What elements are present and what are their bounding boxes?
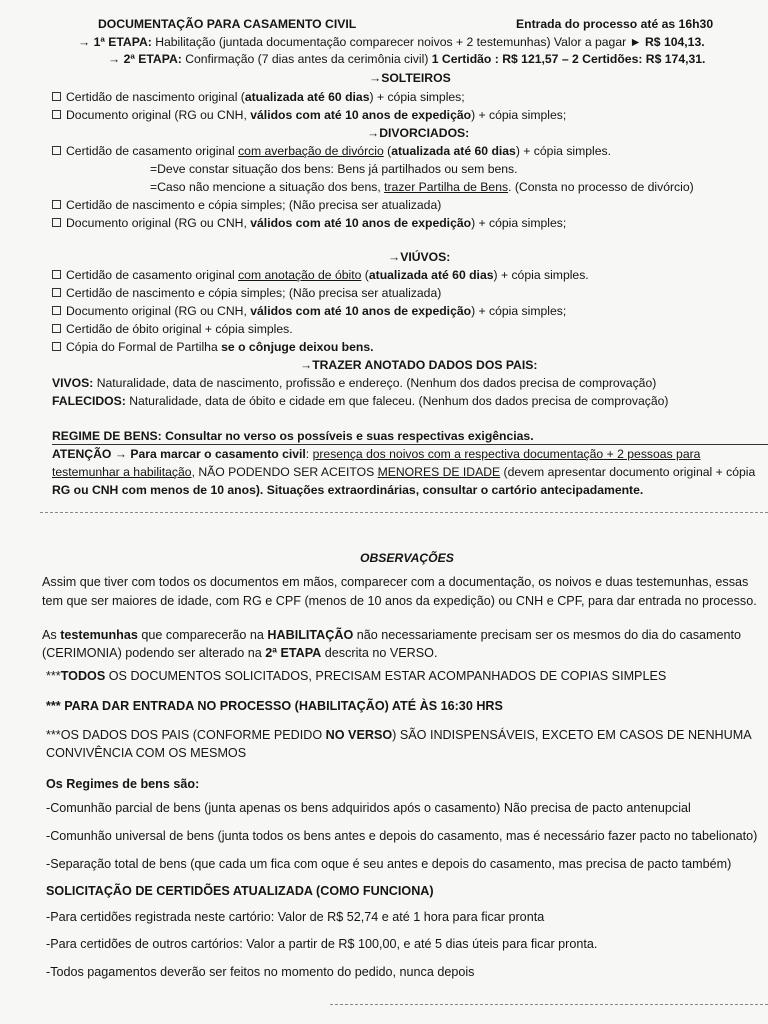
text-segment: atualizada até 60 dias <box>244 90 370 104</box>
checkbox-icon <box>52 92 61 101</box>
checkbox-icon <box>52 270 61 279</box>
etapa-2-value: 1 Certidão : R$ 121,57 – 2 Certidões: R$ 174,31. <box>431 52 706 66</box>
obs-paragraph-1-line-2: tem que ser maiores de idade, com RG e CPF (menos de 10 anos da expedição) ou CNH e CPF, para dar entrada no processo. <box>42 594 757 608</box>
divorciados-item-2 <box>52 197 441 215</box>
text-segment: testemunhas <box>60 628 138 642</box>
text-segment: Cópia do Formal de Partilha <box>66 340 222 354</box>
text-segment: Para marcar o casamento civil <box>130 447 306 461</box>
text-segment: Certidão de casamento original <box>66 268 239 282</box>
pais-vivos <box>52 375 656 393</box>
regime-item-2: -Comunhão universal de bens (junta todos os bens antes e depois do casamento, mas é necessário fazer pacto no tabelionato) <box>46 829 758 843</box>
text-segment: Certidão de casamento original <box>66 144 239 158</box>
text-segment: : <box>305 447 313 461</box>
viuvos-heading: →VIÚVOS: <box>388 250 451 264</box>
obs-dados-pais-line-2: CONVIVÊNCIA COM OS MESMOS <box>46 746 247 760</box>
text-segment: RG ou CNH com menos de 10 anos). <box>52 483 267 497</box>
viuvos-item-1 <box>52 267 589 285</box>
obs-dados-pais-line-1 <box>46 727 752 745</box>
document-title: DOCUMENTAÇÃO PARA CASAMENTO CIVIL <box>98 17 357 31</box>
checkbox-icon <box>52 306 61 315</box>
text-segment: Documento original (RG ou CNH, <box>66 108 251 122</box>
text-segment: com anotação de óbito <box>238 268 362 282</box>
text-segment: ) + cópia simples; <box>471 216 567 230</box>
etapa-2-text: Confirmação (7 dias antes da cerimônia civil) <box>181 52 432 66</box>
text-segment: Certidão de nascimento e cópia simples; (Não precisa ser atualizada) <box>66 198 442 212</box>
checkbox-icon <box>52 110 61 119</box>
divorciados-item-3 <box>52 215 566 233</box>
pais-falecidos <box>52 393 669 411</box>
atencao-line-3 <box>52 482 643 500</box>
certidoes-item-2: -Para certidões de outros cartórios: Valor a partir de R$ 100,00, e até 5 dias úteis para ficar pronta. <box>46 937 598 951</box>
etapa-1-label: → 1ª ETAPA: <box>78 35 152 49</box>
text-segment: ) + cópia simples. <box>515 144 612 158</box>
text-segment: , NÃO PODENDO SER ACEITOS <box>191 465 378 479</box>
text-segment: Situações extraordinárias, consultar o cartório antecipadamente. <box>266 483 644 497</box>
solteiros-item-1 <box>52 89 465 107</box>
text-segment: Certidão de nascimento e cópia simples; (Não precisa ser atualizada) <box>66 286 442 300</box>
text-segment: ( <box>383 144 392 158</box>
text-segment: Certidão de óbito original + cópia simples. <box>66 322 293 336</box>
text-segment: OS DOCUMENTOS SOLICITADOS, PRECISAM ESTAR ACOMPANHADOS DE COPIAS SIMPLES <box>105 669 667 683</box>
text-segment: Naturalidade, data de nascimento, profissão e endereço. (Nenhum dos dados precisa de comprovação) <box>93 376 657 390</box>
checkbox-icon <box>52 342 61 351</box>
divorciados-heading: →DIVORCIADOS: <box>367 126 470 140</box>
obs-entrada-processo: *** PARA DAR ENTRADA NO PROCESSO (HABILITAÇÃO) ATÉ ÀS 16:30 HRS <box>46 699 503 713</box>
solteiros-heading: →SOLTEIROS <box>369 71 451 85</box>
etapa-2 <box>108 51 705 69</box>
text-segment: atualizada até 60 dias <box>368 268 494 282</box>
text-segment: ) + cópia simples; <box>471 304 567 318</box>
text-segment: VIVOS: <box>52 376 94 390</box>
certidoes-title: SOLICITAÇÃO DE CERTIDÕES ATUALIZADA (COMO FUNCIONA) <box>46 884 434 898</box>
text-segment: ( <box>361 268 369 282</box>
text-segment: Documento original (RG ou CNH, <box>66 216 251 230</box>
text-segment: se o cônjuge deixou bens. <box>221 340 374 354</box>
checkbox-icon <box>52 288 61 297</box>
viuvos-item-2 <box>52 285 441 303</box>
text-segment: ) SÃO INDISPENSÁVEIS, EXCETO EM CASOS DE NENHUMA <box>392 728 752 742</box>
text-segment: *** <box>46 669 61 683</box>
text-segment: ) + cópia simples. <box>493 268 589 282</box>
obs-paragraph-2-line-2 <box>42 645 437 663</box>
divider <box>40 512 768 513</box>
text-segment: (devem apresentar documento original + cópia <box>500 465 756 479</box>
text-segment: HABILITAÇÃO <box>267 628 354 642</box>
pais-heading: →TRAZER ANOTADO DADOS DOS PAIS: <box>300 358 538 372</box>
text-segment: testemunhar a habilitação <box>52 465 192 479</box>
divorciados-note-2 <box>150 179 694 197</box>
regime-item-1: -Comunhão parcial de bens (junta apenas os bens adquiridos após o casamento) Não precisa de pacto antenupcial <box>46 801 691 815</box>
checkbox-icon <box>52 200 61 209</box>
text-segment: NO VERSO <box>325 728 393 742</box>
atencao-line-2 <box>52 464 755 482</box>
obs-paragraph-2-line-1 <box>42 627 741 645</box>
viuvos-item-4 <box>52 321 293 339</box>
text-segment: =Caso não mencione a situação dos bens, <box>150 180 385 194</box>
regimes-title: Os Regimes de bens são: <box>46 777 200 791</box>
text-segment: (CERIMONIA) podendo ser alterado na <box>42 646 266 660</box>
text-segment: ATENÇÃO → <box>52 447 131 461</box>
text-segment: válidos com até 10 anos de expedição <box>250 304 472 318</box>
viuvos-item-5 <box>52 339 374 357</box>
certidoes-item-1: -Para certidões registrada neste cartório: Valor de R$ 52,74 e até 1 hora para ficar pronta <box>46 910 545 924</box>
text-segment: ) + cópia simples; <box>369 90 465 104</box>
text-segment: Documento original (RG ou CNH, <box>66 304 251 318</box>
text-segment: . (Consta no processo de divórcio) <box>508 180 694 194</box>
divider <box>330 1004 768 1005</box>
text-segment: ***OS DADOS DOS PAIS (CONFORME PEDIDO <box>46 728 326 742</box>
etapa-1 <box>78 34 705 52</box>
text-segment: 2ª ETAPA <box>265 646 322 660</box>
obs-paragraph-1-line-1: Assim que tiver com todos os documentos em mãos, comparecer com a documentação, os noivos e duas testemunhas, essas <box>42 575 749 589</box>
viuvos-item-3 <box>52 303 566 321</box>
obs-todos-documentos <box>46 668 666 686</box>
certidoes-item-3: -Todos pagamentos deverão ser feitos no momento do pedido, nunca depois <box>46 965 475 979</box>
observacoes-title: OBSERVAÇÕES <box>360 551 454 565</box>
checkbox-icon <box>52 146 61 155</box>
text-segment: presença dos noivos com a respectiva documentação + 2 pessoas para <box>312 447 701 461</box>
text-segment: trazer Partilha de Bens <box>384 180 509 194</box>
divorciados-item-1 <box>52 143 611 161</box>
divorciados-note-1: =Deve constar situação dos bens: Bens já partilhados ou sem bens. <box>150 162 518 176</box>
text-segment: As <box>42 628 61 642</box>
atencao-line-1 <box>52 446 700 464</box>
text-segment: válidos com até 10 anos de expedição <box>250 108 472 122</box>
etapa-2-label: → 2ª ETAPA: <box>108 52 182 66</box>
checkbox-icon <box>52 324 61 333</box>
text-segment: Certidão de nascimento original ( <box>66 90 245 104</box>
text-segment: Naturalidade, data de óbito e cidade em que faleceu. (Nenhum dos dados precisa de comprovação) <box>125 394 669 408</box>
divider <box>52 444 768 445</box>
text-segment: FALECIDOS: <box>52 394 126 408</box>
regime-item-3: -Separação total de bens (que cada um fica com oque é seu antes e depois do casamento, mas precisa de pacto também) <box>46 857 732 871</box>
text-segment: que comparecerão na <box>137 628 268 642</box>
regime-de-bens-note: REGIME DE BENS: Consultar no verso os possíveis e suas respectivas exigências. <box>52 429 534 443</box>
text-segment: TODOS <box>60 669 106 683</box>
text-segment: MENORES DE IDADE <box>377 465 501 479</box>
solteiros-item-2 <box>52 107 566 125</box>
text-segment: válidos com até 10 anos de expedição <box>250 216 472 230</box>
text-segment: atualizada até 60 dias <box>391 144 516 158</box>
text-segment: com averbação de divórcio <box>238 144 384 158</box>
text-segment: ) + cópia simples; <box>471 108 567 122</box>
text-segment: não necessariamente precisam ser os mesmos do dia do casamento <box>353 628 742 642</box>
entry-time: Entrada do processo até as 16h30 <box>516 17 714 31</box>
checkbox-icon <box>52 218 61 227</box>
text-segment: descrita no VERSO. <box>321 646 438 660</box>
etapa-1-value: R$ 104,13. <box>645 35 705 49</box>
etapa-1-text: Habilitação (juntada documentação comparecer noivos + 2 testemunhas) Valor a pagar ► <box>151 35 645 49</box>
